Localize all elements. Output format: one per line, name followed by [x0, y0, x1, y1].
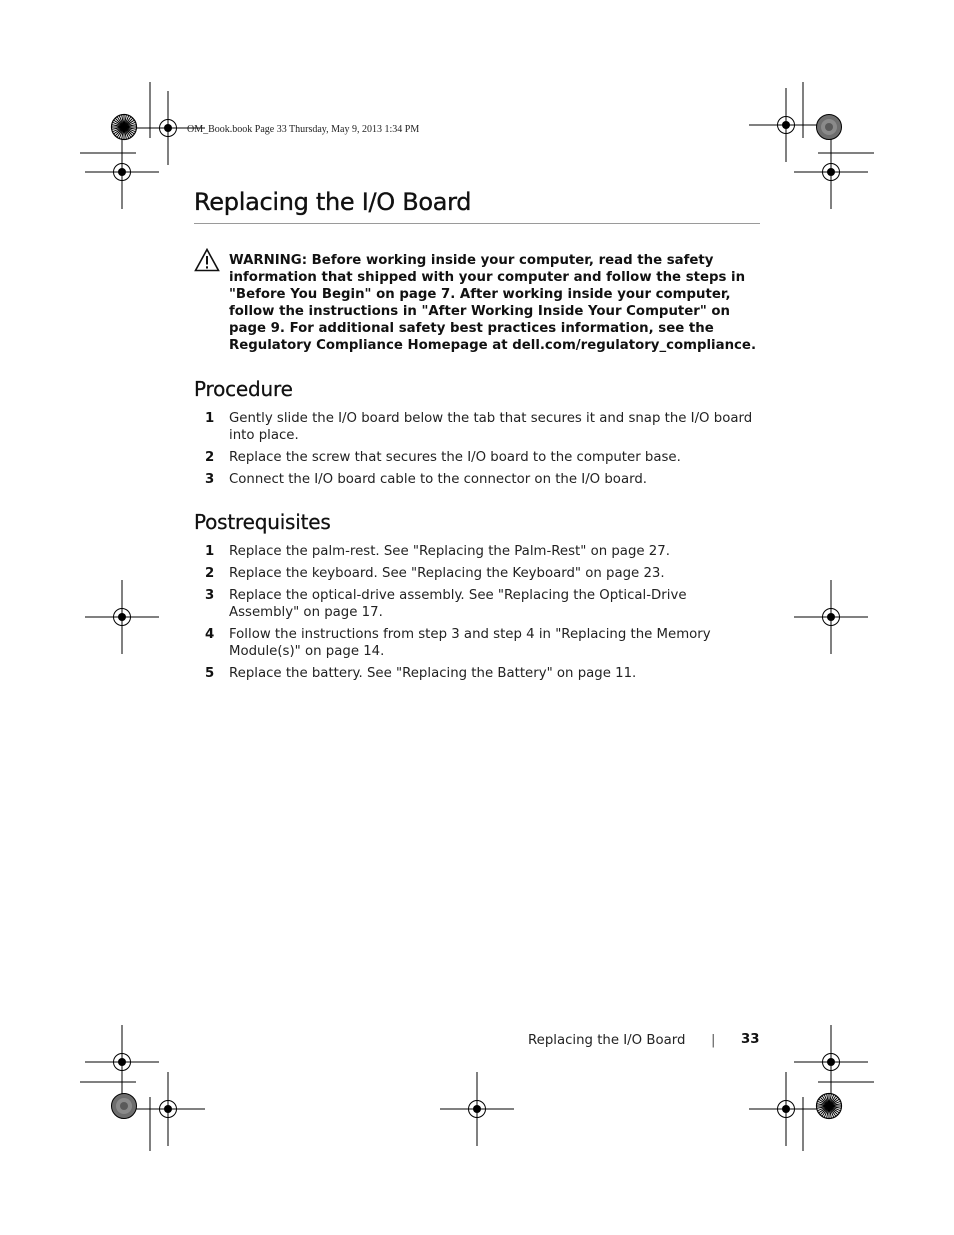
page-number: 33: [741, 1032, 760, 1047]
warning-triangle-icon: [194, 248, 220, 272]
list-item: [194, 471, 760, 488]
postrequisites-steps: [194, 543, 760, 687]
step-text: Follow the instructions from step 3 and step 4 in "Replacing the Memory Module(s)" on page 14.: [229, 627, 711, 659]
step-number: 1: [205, 544, 215, 559]
step-number: 4: [205, 627, 215, 642]
warning-text: WARNING: Before working inside your computer, read the safety information that shipped with your computer and follow the steps in "Before You Begin" on page 7. After working inside your computer, follow the instructions in "After Working Inside Your Computer" on page 9. For additional safety best practices information, see the Regulatory Compliance Homepage at dell.com/regulatory_compliance.: [229, 253, 757, 353]
footer-separator: |: [711, 1033, 716, 1048]
list-item: [194, 449, 760, 466]
list-item: [194, 587, 760, 621]
print-job-info: OM_Book.book Page 33 Thursday, May 9, 2013 1:34 PM: [187, 124, 420, 135]
footer-section-label: Replacing the I/O Board: [528, 1033, 686, 1048]
procedure-steps: [194, 410, 760, 493]
step-text: Gently slide the I/O board below the tab that secures it and snap the I/O board into place.: [229, 411, 753, 443]
step-text: Replace the optical-drive assembly. See "Replacing the Optical-Drive Assembly" on page 17.: [229, 588, 687, 620]
step-number: 3: [205, 588, 215, 603]
list-item: [194, 565, 760, 582]
procedure-heading: Procedure: [194, 377, 293, 401]
step-number: 2: [205, 566, 215, 581]
step-number: 5: [205, 666, 215, 681]
postrequisites-heading: Postrequisites: [194, 510, 331, 534]
step-text: Replace the palm-rest. See "Replacing the Palm-Rest" on page 27.: [229, 544, 670, 559]
step-text: Replace the screw that secures the I/O board to the computer base.: [229, 450, 681, 465]
step-number: 1: [205, 411, 215, 426]
list-item: [194, 410, 760, 444]
step-text: Replace the battery. See "Replacing the Battery" on page 11.: [229, 666, 637, 681]
list-item: [194, 665, 760, 682]
step-text: Connect the I/O board cable to the connector on the I/O board.: [229, 472, 647, 487]
page-title: Replacing the I/O Board: [194, 188, 472, 216]
step-number: 3: [205, 472, 215, 487]
list-item: [194, 543, 760, 560]
title-rule: [194, 223, 760, 224]
list-item: [194, 626, 760, 660]
step-number: 2: [205, 450, 215, 465]
step-text: Replace the keyboard. See "Replacing the Keyboard" on page 23.: [229, 566, 665, 581]
